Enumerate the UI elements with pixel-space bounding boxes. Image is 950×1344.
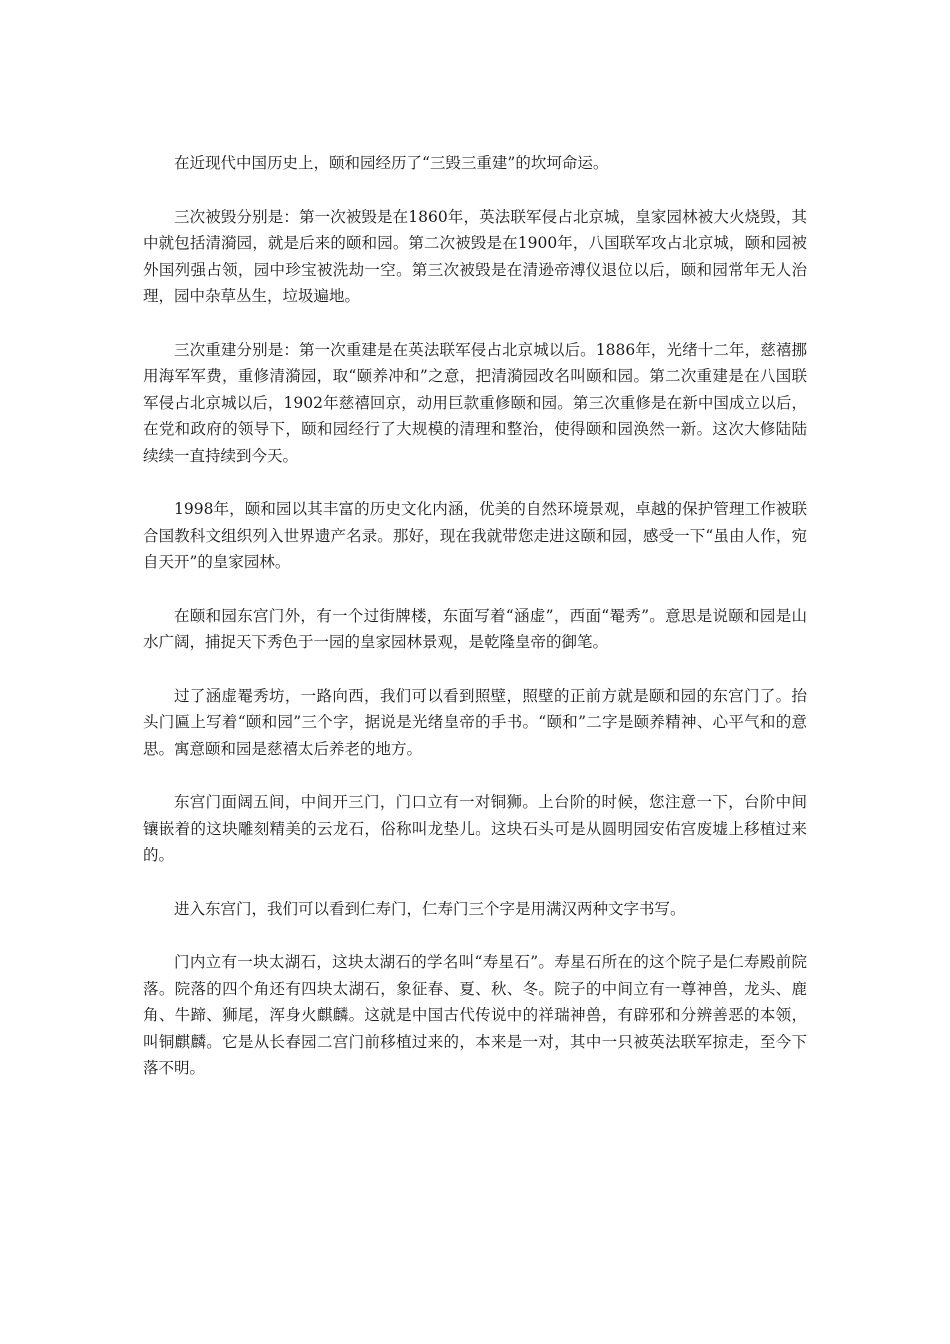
document-page — [143, 150, 807, 1109]
paragraph-three-destructions: 三次被毁分别是：第一次被毁是在1860年，英法联军侵占北京城，皇家园林被大火烧毁，其中就包括清漪园，就是后来的颐和园。第二次被毁是在1900年，八国联军攻占北京城，颐和园被外国列强占领，园中珍宝被洗劫一空。第三次被毁是在清逊帝溥仪退位以后，颐和园常年无人治理，园中杂草丛生，垃圾遍地。 — [143, 207, 807, 305]
paragraph-world-heritage: 1998年，颐和园以其丰富的历史文化内涵，优美的自然环境景观，卓越的保护管理工作被联合国教科文组织列入世界遗产名录。那好，现在我就带您走进这颐和园，感受一下“虽由人作，宛自天开”的皇家园林。 — [143, 500, 807, 571]
paragraph-intro: 在近现代中国历史上，颐和园经历了“三毁三重建”的坎坷命运。 — [174, 154, 609, 172]
paragraph-renshou-gate: 进入东宫门，我们可以看到仁寿门，仁寿门三个字是用满汉两种文字书写。 — [174, 899, 686, 918]
paragraph-bronze-lions: 东宫门面阔五间，中间开三门，门口立有一对铜狮。上台阶的时候，您注意一下，台阶中间镶嵌着的这块雕刻精美的云龙石，俗称叫龙垫儿。这块石头可是从圆明园安佑宫废墟上移植过来的。 — [143, 793, 807, 864]
paragraph-east-gate: 过了涵虚罨秀坊，一路向西，我们可以看到照壁，照壁的正前方就是颐和园的东宫门了。抬头门匾上写着“颐和园”三个字，据说是光绪皇帝的手书。“颐和”二字是颐养精神、心平气和的意思。寓意颐和园是慈禧太后养老的地方。 — [143, 686, 807, 758]
paragraph-three-reconstructions: 三次重建分别是：第一次重建是在英法联军侵占北京城以后。1886年，光绪十二年，慈禧挪用海军军费，重修清漪园，取“颐养冲和”之意，把清漪园改名叫颐和园。第二次重建是在八国联军侵占北京城以后，1902年慈禧回京，动用巨款重修颐和园。第三次重修是在新中国成立以后，在党和政府的领导下，颐和园经行了大规模的清理和整治，使得颐和园涣然一新。这次大修陆陆续续一直持续到今天。 — [143, 340, 807, 465]
paragraph-archway: 在颐和园东宫门外，有一个过街牌楼，东面写着“涵虚”，西面“罨秀”。意思是说颐和园是山水广阔，捕捉天下秀色于一园的皇家园林景观，是乾隆皇帝的御笔。 — [143, 606, 807, 651]
paragraph-taihu-stone: 门内立有一块太湖石，这块太湖石的学名叫“寿星石”。寿星石所在的这个院子是仁寿殿前院落。院落的四个角还有四块太湖石，象征春、夏、秋、冬。院子的中间立有一尊神兽，龙头、鹿角、牛蹄、狮尾，浑身火麒麟。这就是中国古代传说中的祥瑞神兽，有辟邪和分辨善恶的本领，叫铜麒麟。它是从长春园二宫门前移植过来的，本来是一对，其中一只被英法联军掠走，至今下落不明。 — [143, 953, 807, 1077]
